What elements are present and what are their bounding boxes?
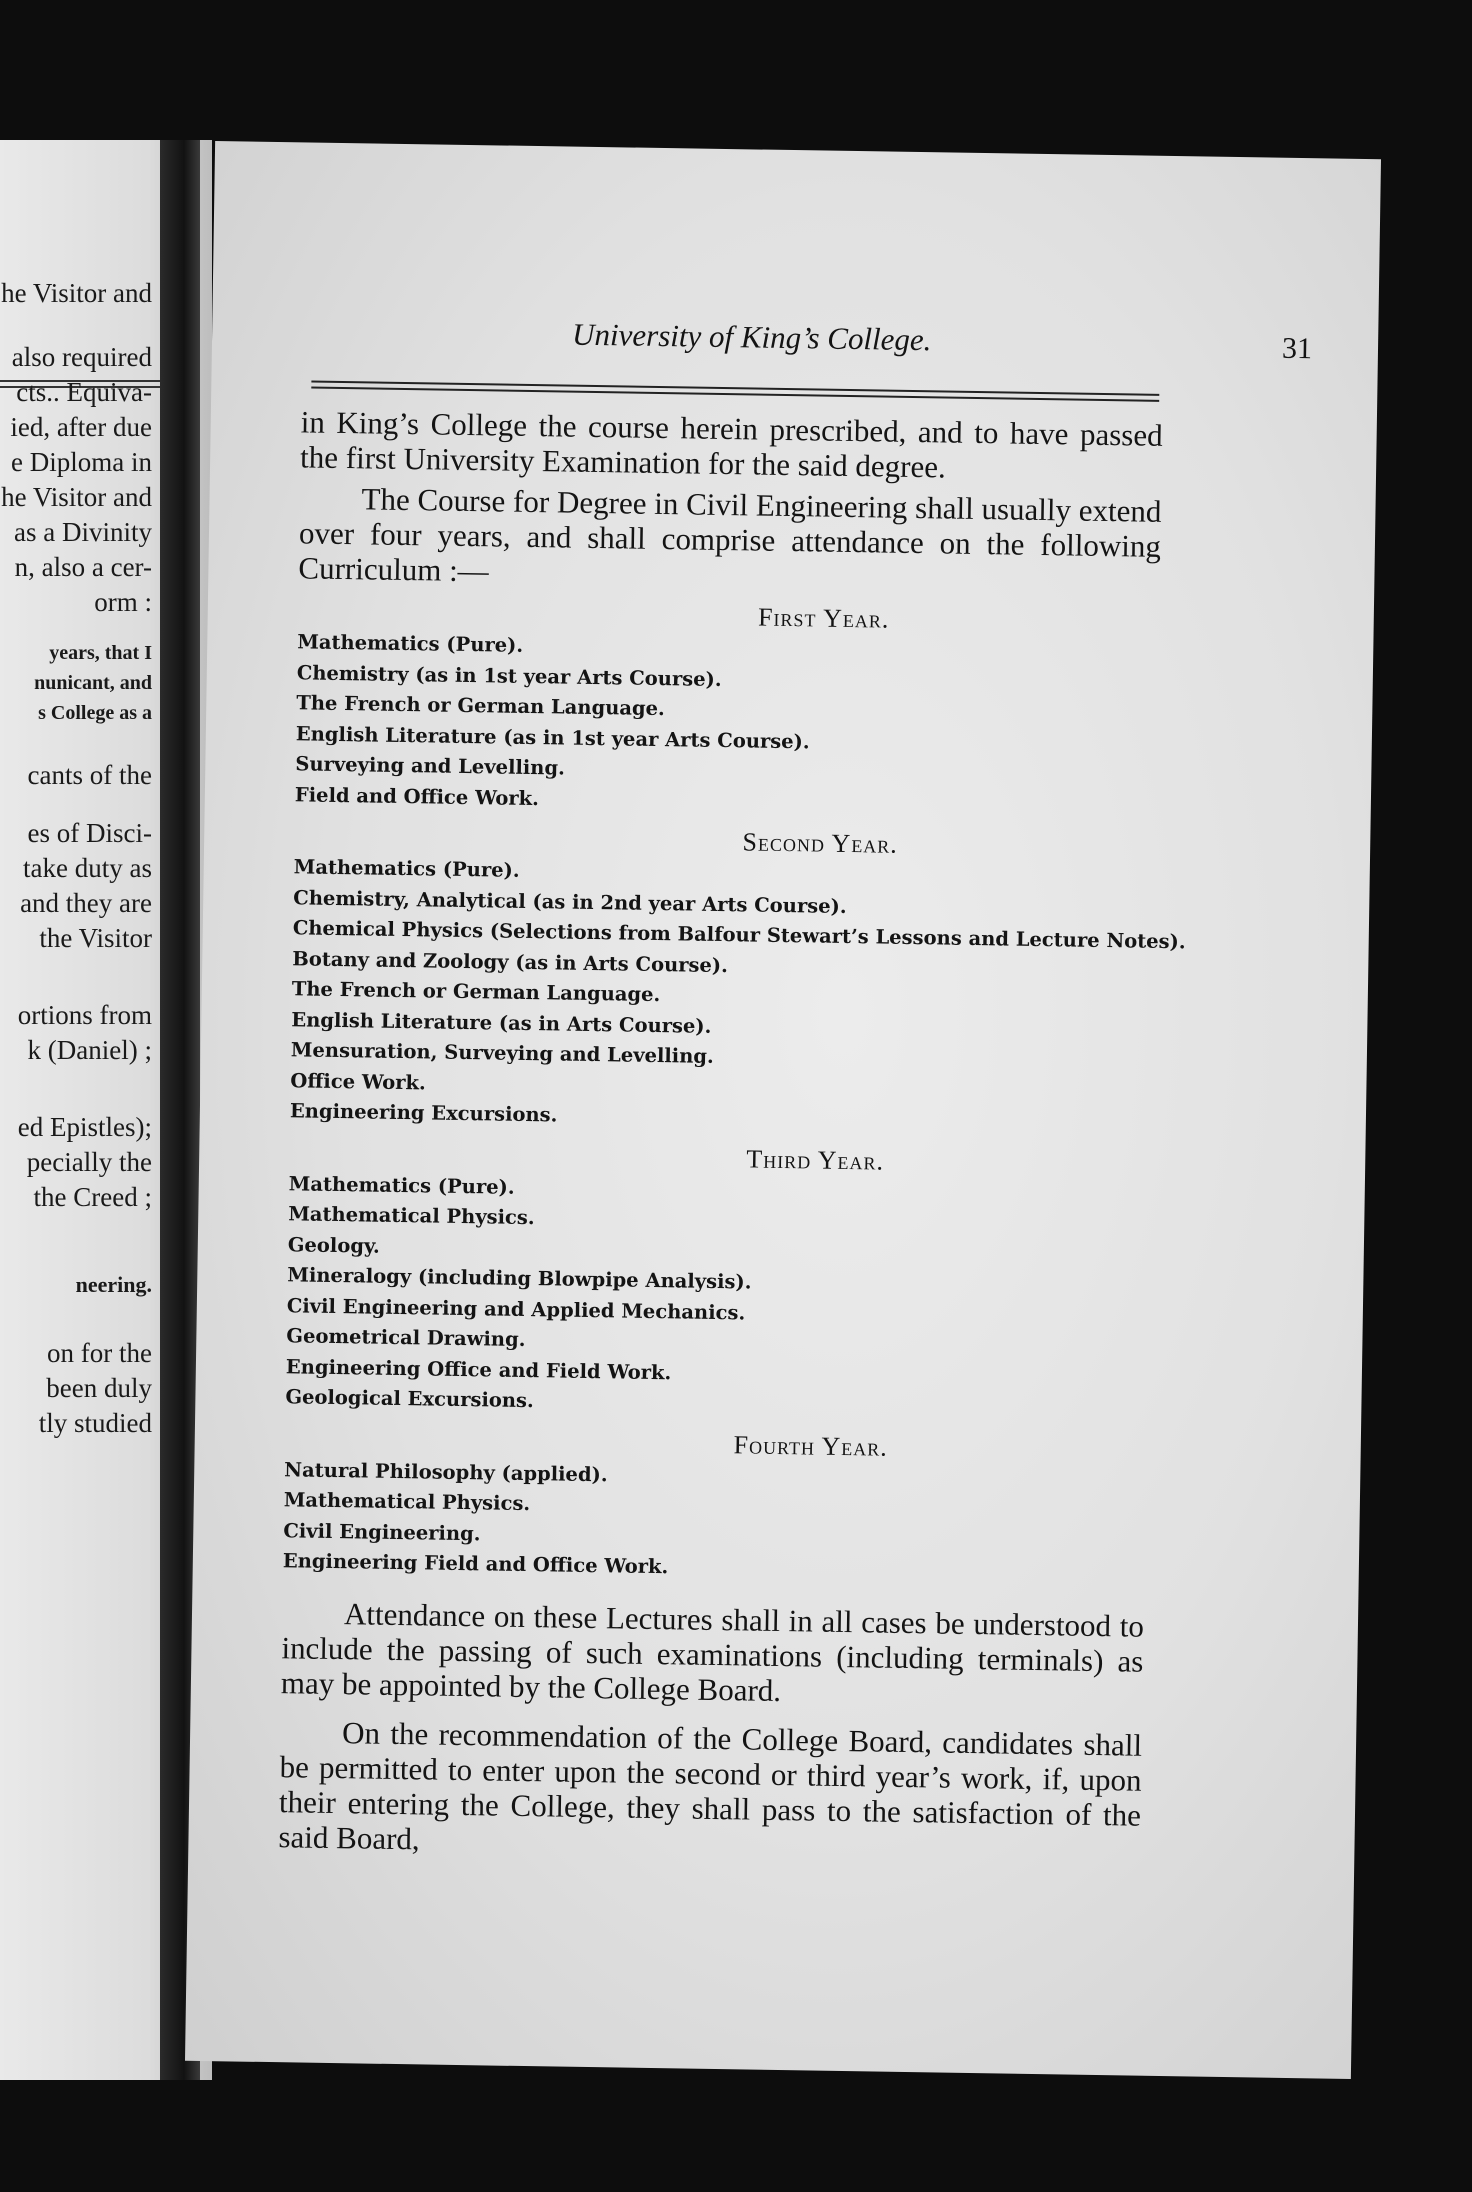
left-page-line: s College as a xyxy=(38,702,152,724)
paragraph: The Course for Degree in Civil Engineering shall usually extend over four years, and shall comprise attendance on the following Curriculum :— xyxy=(298,481,1162,589)
course-item: Field and Office Work. xyxy=(294,782,540,810)
book-page xyxy=(185,141,1381,2079)
left-page-line: take duty as xyxy=(23,853,152,883)
course-item: Engineering Excursions. xyxy=(289,1099,558,1127)
course-item: Engineering Office and Field Work. xyxy=(285,1354,672,1384)
left-page-line: years, that I xyxy=(49,642,152,664)
left-page-line: the Visitor xyxy=(39,923,152,953)
course-item: Botany and Zoology (as in Arts Course). xyxy=(292,946,729,977)
left-page-line: he Visitor and xyxy=(1,482,152,512)
year-heading: Fourth Year. xyxy=(733,1429,889,1462)
course-list xyxy=(289,852,1186,1140)
left-page-line: n, also a cer- xyxy=(14,552,152,582)
left-page-line: also required xyxy=(11,342,152,372)
course-item: Chemistry (as in 1st year Arts Course). xyxy=(296,660,722,691)
course-list xyxy=(285,1169,1151,1427)
left-page-line: ied, after due xyxy=(10,412,152,442)
course-item: English Literature (as in Arts Course). xyxy=(291,1007,712,1038)
left-page-line: es of Disci- xyxy=(27,818,152,848)
course-item: The French or German Language. xyxy=(291,977,661,1007)
left-page-line: nunicant, and xyxy=(34,672,152,694)
left-page-line: on for the xyxy=(47,1338,152,1368)
course-item: Engineering Field and Office Work. xyxy=(282,1549,669,1579)
left-page-line: and they are xyxy=(20,888,152,918)
paragraph: in King’s College the course herein prescribed, and to have passed the first University Examination for the said degree. xyxy=(299,404,1163,485)
year-heading: Third Year. xyxy=(746,1143,885,1176)
left-page-line: as a Divinity xyxy=(14,517,152,547)
left-page-line: tly studied xyxy=(38,1408,152,1438)
course-item: Mathematical Physics. xyxy=(283,1488,531,1516)
course-item: Chemistry, Analytical (as in 2nd year Arts Course). xyxy=(293,885,847,918)
page-body xyxy=(278,404,1186,1873)
left-page-line: neering. xyxy=(75,1272,152,1297)
course-item: The French or German Language. xyxy=(296,691,666,721)
course-item: English Literature (as in 1st year Arts Course). xyxy=(295,721,810,753)
course-item: Geometrical Drawing. xyxy=(286,1324,526,1351)
left-page-line: been duly xyxy=(46,1373,152,1403)
running-head: University of King’s College. xyxy=(571,316,932,358)
left-page-line: cts.. Equiva- xyxy=(16,377,152,407)
course-item: Mathematics (Pure). xyxy=(297,630,524,657)
paragraph: Attendance on these Lectures shall in all cases be understood to include the passing of such examinations (including terminals) as may be appointed by the College Board. xyxy=(280,1595,1145,1708)
course-item: Mensuration, Surveying and Levelling. xyxy=(290,1038,714,1068)
year-heading: First Year. xyxy=(757,602,890,634)
page-number: 31 xyxy=(1281,331,1313,366)
paragraph: On the recommendation of the College Board, candidates shall be permitted to enter upon the second or third year’s work, if, upon their entering the College, they shall pass to the satisfaction of the said Board, xyxy=(278,1714,1143,1856)
course-list xyxy=(283,1455,1147,1591)
course-item: Geological Excursions. xyxy=(285,1385,534,1413)
left-page-line: ed Epistles); xyxy=(17,1112,152,1142)
left-page-line: orm : xyxy=(94,587,152,617)
page-header xyxy=(312,313,1313,369)
course-list xyxy=(295,627,1160,824)
course-item: Natural Philosophy (applied). xyxy=(284,1457,608,1486)
course-item: Surveying and Levelling. xyxy=(295,752,566,780)
course-item: Civil Engineering. xyxy=(283,1518,481,1545)
course-item: Mathematics (Pure). xyxy=(288,1171,515,1199)
year-heading: Second Year. xyxy=(742,827,899,859)
left-page-line: cants of the xyxy=(27,760,152,790)
course-item: Civil Engineering and Applied Mechanics. xyxy=(286,1293,746,1324)
left-page-line: pecially the xyxy=(26,1147,152,1177)
left-page-line: e Diploma in xyxy=(11,447,152,477)
course-item: Chemical Physics (Selections from Balfour Stewart’s Lessons and Lecture Notes). xyxy=(292,916,1186,954)
course-item: Mathematical Physics. xyxy=(288,1202,535,1230)
course-item: Mineralogy (including Blowpipe Analysis). xyxy=(287,1263,752,1294)
left-page-line: ortions from xyxy=(17,1000,152,1030)
course-item: Office Work. xyxy=(290,1068,426,1094)
left-page-line: he Visitor and xyxy=(1,278,152,308)
left-page-line: k (Daniel) ; xyxy=(27,1035,152,1065)
left-page-line: the Creed ; xyxy=(33,1182,152,1212)
course-item: Geology. xyxy=(287,1232,380,1258)
course-item: Mathematics (Pure). xyxy=(293,855,520,882)
